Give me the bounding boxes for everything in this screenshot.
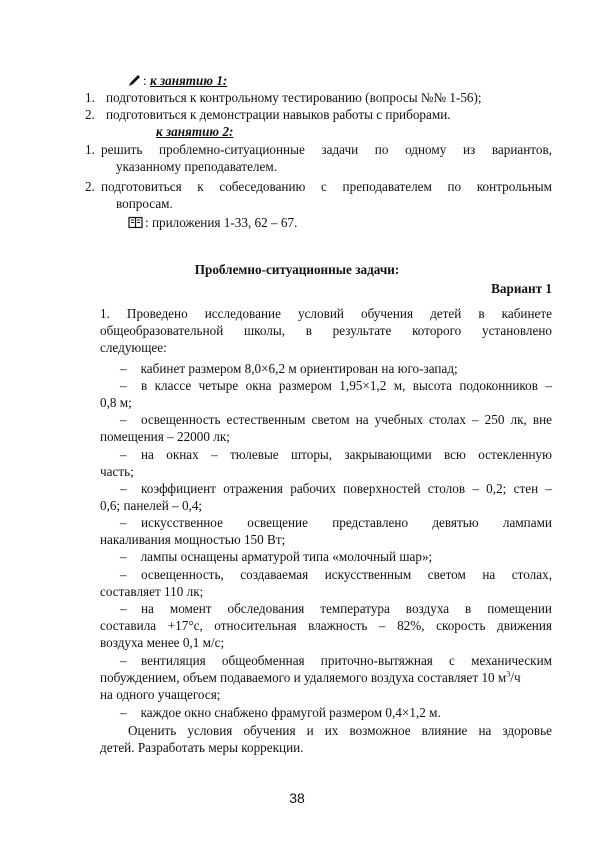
bullet-2-line2: 0,8 м; bbox=[100, 395, 132, 410]
lesson1-label: к занятию 1: bbox=[149, 73, 228, 88]
bullet-11: – каждое окно снабжено фрамугой размером 0,4×1,2 м. bbox=[120, 705, 441, 720]
bullet-6-line1: искусственное освещение представлено девятью лампами bbox=[141, 515, 552, 530]
bullet-6-line2: накаливания мощностью 150 Вт; bbox=[100, 532, 286, 547]
bullet-3-line2: помещения – 22000 лк; bbox=[100, 429, 230, 444]
intro-line-2: общеобразовательной школы, в результате которого установлено bbox=[100, 323, 552, 338]
lesson2-item-1-line2: указанному преподавателем. bbox=[116, 159, 278, 174]
bullet-10-line1: вентиляция общеобменная приточно-вытяжная с механическим bbox=[141, 653, 552, 668]
bullet-8-line1: освещенность, создаваемая искусственным светом на столах, bbox=[141, 567, 552, 582]
lesson1-header: : к занятию 1: bbox=[128, 72, 227, 91]
bullet-8-line2: составляет 110 лк; bbox=[100, 584, 204, 599]
lesson1-item-2: 2. подготовиться к демонстрации навыков работы с приборами. bbox=[85, 107, 451, 122]
lesson2-item-2-line1: подготовиться к собеседованию с преподавателем по контрольным bbox=[101, 179, 552, 194]
document-page: : к занятию 1: 1. подготовиться к контрольному тестированию (вопросы №№ 1-56); 2. подготовиться к демонстрации навыков работы с приборами. к занятию 2: 1. решить проблемно-ситуационные задачи по одному из вариантов, указанному преподавателем. 2. подготовиться к собеседованию с преподавателем по контрольным вопросам. : приложения 1-33, 62 – 67. Проблемно-ситуационные задачи: Вариант 1 1. Проведено исследование условий обучения детей в кабинете общеобразовательной школы, в результате которого установлено следующее: – кабинет размером 8,0×6,2 м ориентирован на юго-запад; – в классе четыре окна размером 1,95×1,2 м, высота подоконников – 0,8 м; – освещенность естественным светом на учебных столах – 250 лк, вне помещения – 22000 лк; – на окнах – тюлевые шторы, закрывающими всю остекленную часть; – коэффициент отражения рабочих поверхностей столов – 0,2; стен – 0,6; панелей – 0,4; – искусственное освещение представлено девятью лампами накаливания мощностью 150 Вт; – лампы оснащены арматурой типа «молочный шар»; – освещенность, создаваемая искусственным светом на столах, составляет 110 лк; – на момент обследования температура воздуха в помещении составила +17°с, относительная влажность – 82%, скорость движения воздуха менее 0,1 м/с; – вентиляция общеобменная приточно-вытяжная с механическим побуждением, объем подаваемого и удаляемого воздуха составляет 10 $м^3/ч$ на одного учащегося; – каждое окно снабжено фрамугой размером 0,4×1,2 м. Оценить условия обучения и их возможное влияние на здоровье детей. Разработать меры коррекции. 38 bbox=[0, 0, 594, 841]
book-icon bbox=[128, 216, 143, 233]
bullet-2-line1: в классе четыре окна размером 1,95×1,2 м, высота подоконников – bbox=[141, 378, 552, 393]
lesson1-item-1: 1. подготовиться к контрольному тестированию (вопросы №№ 1-56); bbox=[85, 90, 482, 105]
bullet-5-line1: коэффициент отражения рабочих поверхностей столов – 0,2; стен – bbox=[141, 481, 552, 496]
bullet-7: – лампы оснащены арматурой типа «молочный шар»; bbox=[120, 549, 433, 564]
bullet-10-line3: на одного учащегося; bbox=[100, 687, 221, 702]
lesson2-item-2-line2: вопросам. bbox=[116, 196, 173, 211]
intro-line-3: следующее: bbox=[100, 340, 167, 355]
lesson2-item-2-num: 2. bbox=[85, 179, 95, 194]
bullet-3-line1: освещенность естественным светом на учебных столах – 250 лк, вне bbox=[141, 412, 552, 427]
variant-label: Вариант 1 bbox=[491, 281, 552, 296]
page-number: 38 bbox=[289, 790, 305, 806]
bullet-1: – кабинет размером 8,0×6,2 м ориентирован на юго-запад; bbox=[120, 361, 458, 376]
intro-line-1: 1. Проведено исследование условий обучения детей в кабинете bbox=[100, 306, 552, 321]
lesson2-item-1-line1: решить проблемно-ситуационные задачи по одному из вариантов, bbox=[101, 142, 552, 157]
bullet-4-line1: на окнах – тюлевые шторы, закрывающими всю остекленную bbox=[141, 447, 552, 462]
bullet-5-line2: 0,6; панелей – 0,4; bbox=[100, 498, 203, 513]
appendix-line: : приложения 1-33, 62 – 67. bbox=[128, 214, 297, 233]
bullet-9-line3: воздуха менее 0,1 м/с; bbox=[100, 635, 225, 650]
bullet-10-line2: побуждением, объем подаваемого и удаляемого воздуха составляет 10 $м^3/ч$ bbox=[100, 669, 521, 685]
conclusion-line1: Оценить условия обучения и их возможное влияние на здоровье bbox=[128, 723, 552, 738]
bullet-9-line2: составила +17°с, относительная влажность – 82%, скорость движения bbox=[100, 618, 552, 633]
lesson2-label: к занятию 2: bbox=[156, 124, 234, 139]
conclusion-line2: детей. Разработать меры коррекции. bbox=[100, 740, 304, 755]
tasks-heading: Проблемно-ситуационные задачи: bbox=[194, 262, 400, 277]
bullet-9-line1: на момент обследования температура воздуха в помещении bbox=[141, 601, 552, 616]
lesson2-item-1-num: 1. bbox=[85, 142, 95, 157]
bullet-4-line2: часть; bbox=[100, 464, 134, 479]
